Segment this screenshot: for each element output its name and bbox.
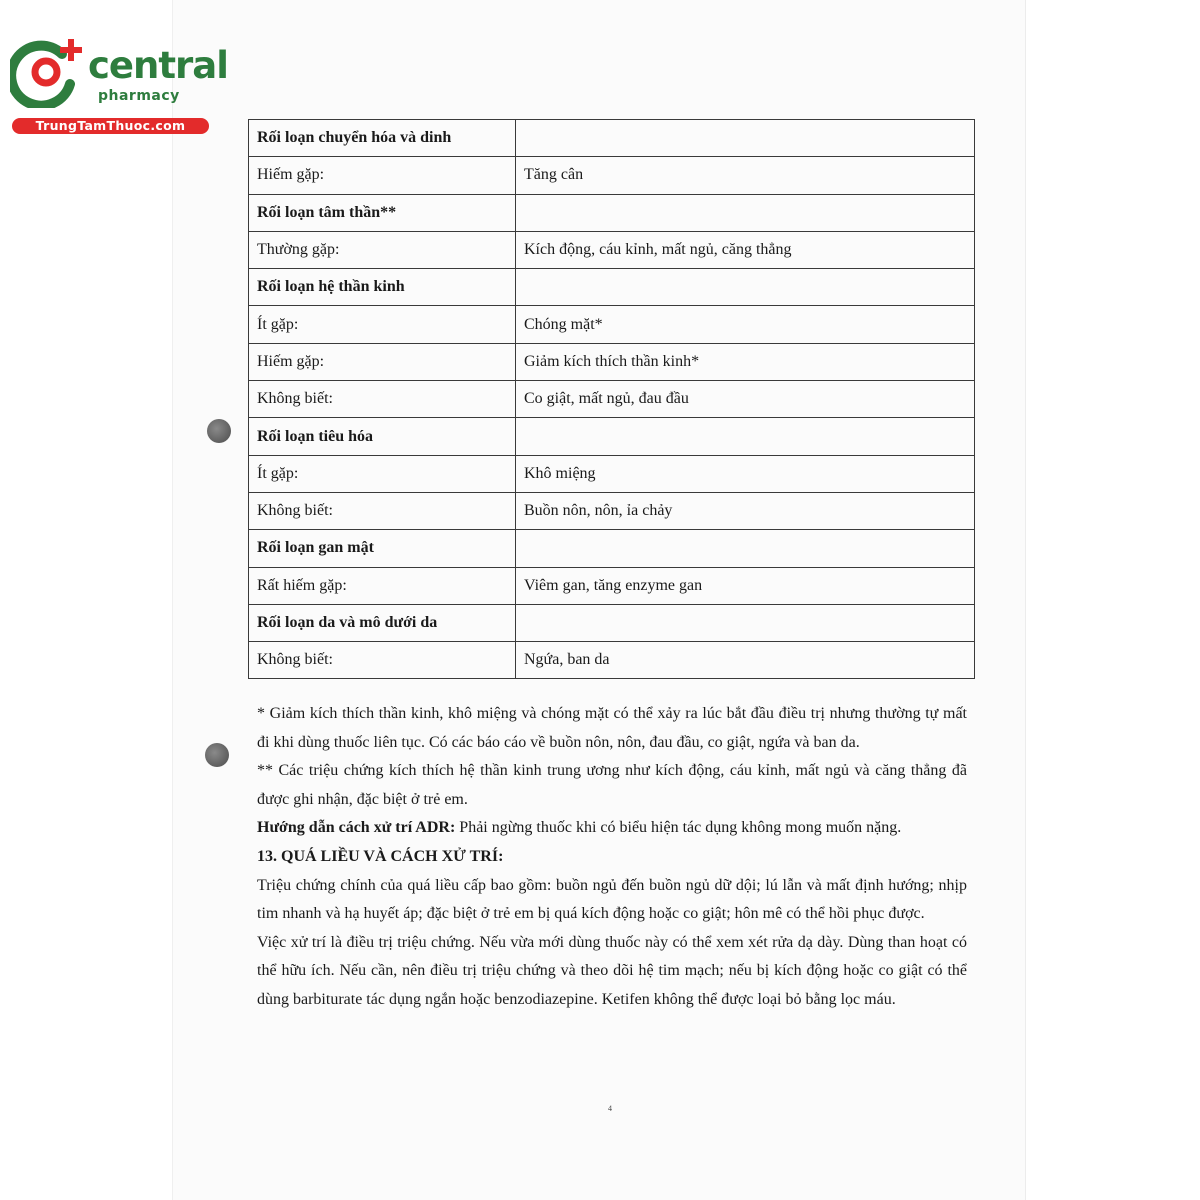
page-number: 4 — [608, 1104, 612, 1113]
row-label: Rối loạn tâm thần** — [249, 194, 516, 231]
table-group-row — [249, 120, 975, 157]
central-pharmacy-logo[interactable] — [10, 38, 228, 136]
brand-url-ribbon[interactable]: TrungTamThuoc.com — [12, 118, 209, 134]
row-label: Rối loạn hệ thần kinh — [249, 269, 516, 306]
table-group-row — [249, 418, 975, 455]
row-label: Rối loạn chuyển hóa và dinh — [249, 120, 516, 157]
table-group-row — [249, 604, 975, 641]
row-label: Không biết: — [249, 642, 516, 679]
pharmacy-cross-icon — [10, 38, 88, 108]
punch-hole — [205, 743, 229, 767]
table-group-row — [249, 269, 975, 306]
red-stamp-fragment — [1004, 880, 1028, 1020]
footnote-single-star: * Giảm kích thích thần kinh, khô miệng và chóng mặt có thể xảy ra lúc bắt đầu điều trị nhưng thường tự mất đi khi dùng thuốc liên tục. Có các báo cáo về buồn nôn, nôn, đau đầu, co giật, ngứa và ban da. — [257, 705, 967, 751]
footnote-double-star: ** Các triệu chứng kích thích hệ thần kinh trung ương như kích động, cáu kỉnh, mất ngủ và căng thẳng đã được ghi nhận, đặc biệt ở trẻ em. — [257, 762, 967, 808]
row-label: Rất hiếm gặp: — [249, 567, 516, 604]
row-value: Chóng mặt* — [516, 306, 975, 343]
table-row — [249, 231, 975, 268]
table-row — [249, 642, 975, 679]
row-label: Không biết: — [249, 492, 516, 529]
row-label: Rối loạn gan mật — [249, 530, 516, 567]
row-value: Buồn nôn, nôn, ỉa chảy — [516, 492, 975, 529]
row-label: Rối loạn da và mô dưới da — [249, 604, 516, 641]
row-value: Co giật, mất ngủ, đau đầu — [516, 381, 975, 418]
adr-guidance — [257, 814, 967, 843]
row-value: Viêm gan, tăng enzyme gan — [516, 567, 975, 604]
row-label: Rối loạn tiêu hóa — [249, 418, 516, 455]
notes-section — [257, 700, 967, 1015]
overdose-management: Việc xử trí là điều trị triệu chứng. Nếu vừa mới dùng thuốc này có thể xem xét rửa dạ dày. Dùng than hoạt có thể hữu ích. Nếu cần, nên điều trị triệu chứng và theo dõi hệ tim mạch; nếu bị kích động hoặc co giật có thể dùng barbiturate tác dụng ngắn hoặc benzodiazepine. Ketifen không thể được loại bỏ bằng lọc máu. — [257, 933, 967, 1008]
row-value — [516, 530, 975, 567]
row-label: Ít gặp: — [249, 306, 516, 343]
table-row — [249, 381, 975, 418]
row-value — [516, 418, 975, 455]
table-row — [249, 343, 975, 380]
row-value: Khô miệng — [516, 455, 975, 492]
adr-guidance-text: Phải ngừng thuốc khi có biểu hiện tác dụng không mong muốn nặng. — [455, 819, 902, 837]
row-value — [516, 194, 975, 231]
row-value: Tăng cân — [516, 157, 975, 194]
row-value — [516, 120, 975, 157]
row-label: Hiếm gặp: — [249, 157, 516, 194]
section-13-title: 13. QUÁ LIỀU VÀ CÁCH XỬ TRÍ: — [257, 847, 504, 865]
table-group-row — [249, 194, 975, 231]
row-label: Thường gặp: — [249, 231, 516, 268]
table-row — [249, 567, 975, 604]
table-row — [249, 492, 975, 529]
overdose-symptoms: Triệu chứng chính của quá liều cấp bao gồm: buồn ngủ đến buồn ngủ dữ dội; lú lẫn và mất định hướng; nhịp tim nhanh và hạ huyết áp; đặc biệt ở trẻ em bị quá kích động hoặc co giật; hôn mê có thể hồi phục được. — [257, 876, 967, 923]
row-label: Hiếm gặp: — [249, 343, 516, 380]
adverse-reactions-table — [248, 119, 975, 679]
row-value: Kích động, cáu kỉnh, mất ngủ, căng thẳng — [516, 231, 975, 268]
table-group-row — [249, 530, 975, 567]
table-row — [249, 157, 975, 194]
row-value: Ngứa, ban da — [516, 642, 975, 679]
adr-guidance-label: Hướng dẫn cách xử trí ADR: — [257, 819, 456, 837]
row-label: Không biết: — [249, 381, 516, 418]
brand-subtitle: pharmacy — [98, 88, 180, 104]
row-value: Giảm kích thích thần kinh* — [516, 343, 975, 380]
punch-hole — [207, 419, 231, 443]
row-value — [516, 269, 975, 306]
row-value — [516, 604, 975, 641]
row-label: Ít gặp: — [249, 455, 516, 492]
brand-name: central — [88, 44, 228, 87]
table-row — [249, 306, 975, 343]
table-row — [249, 455, 975, 492]
